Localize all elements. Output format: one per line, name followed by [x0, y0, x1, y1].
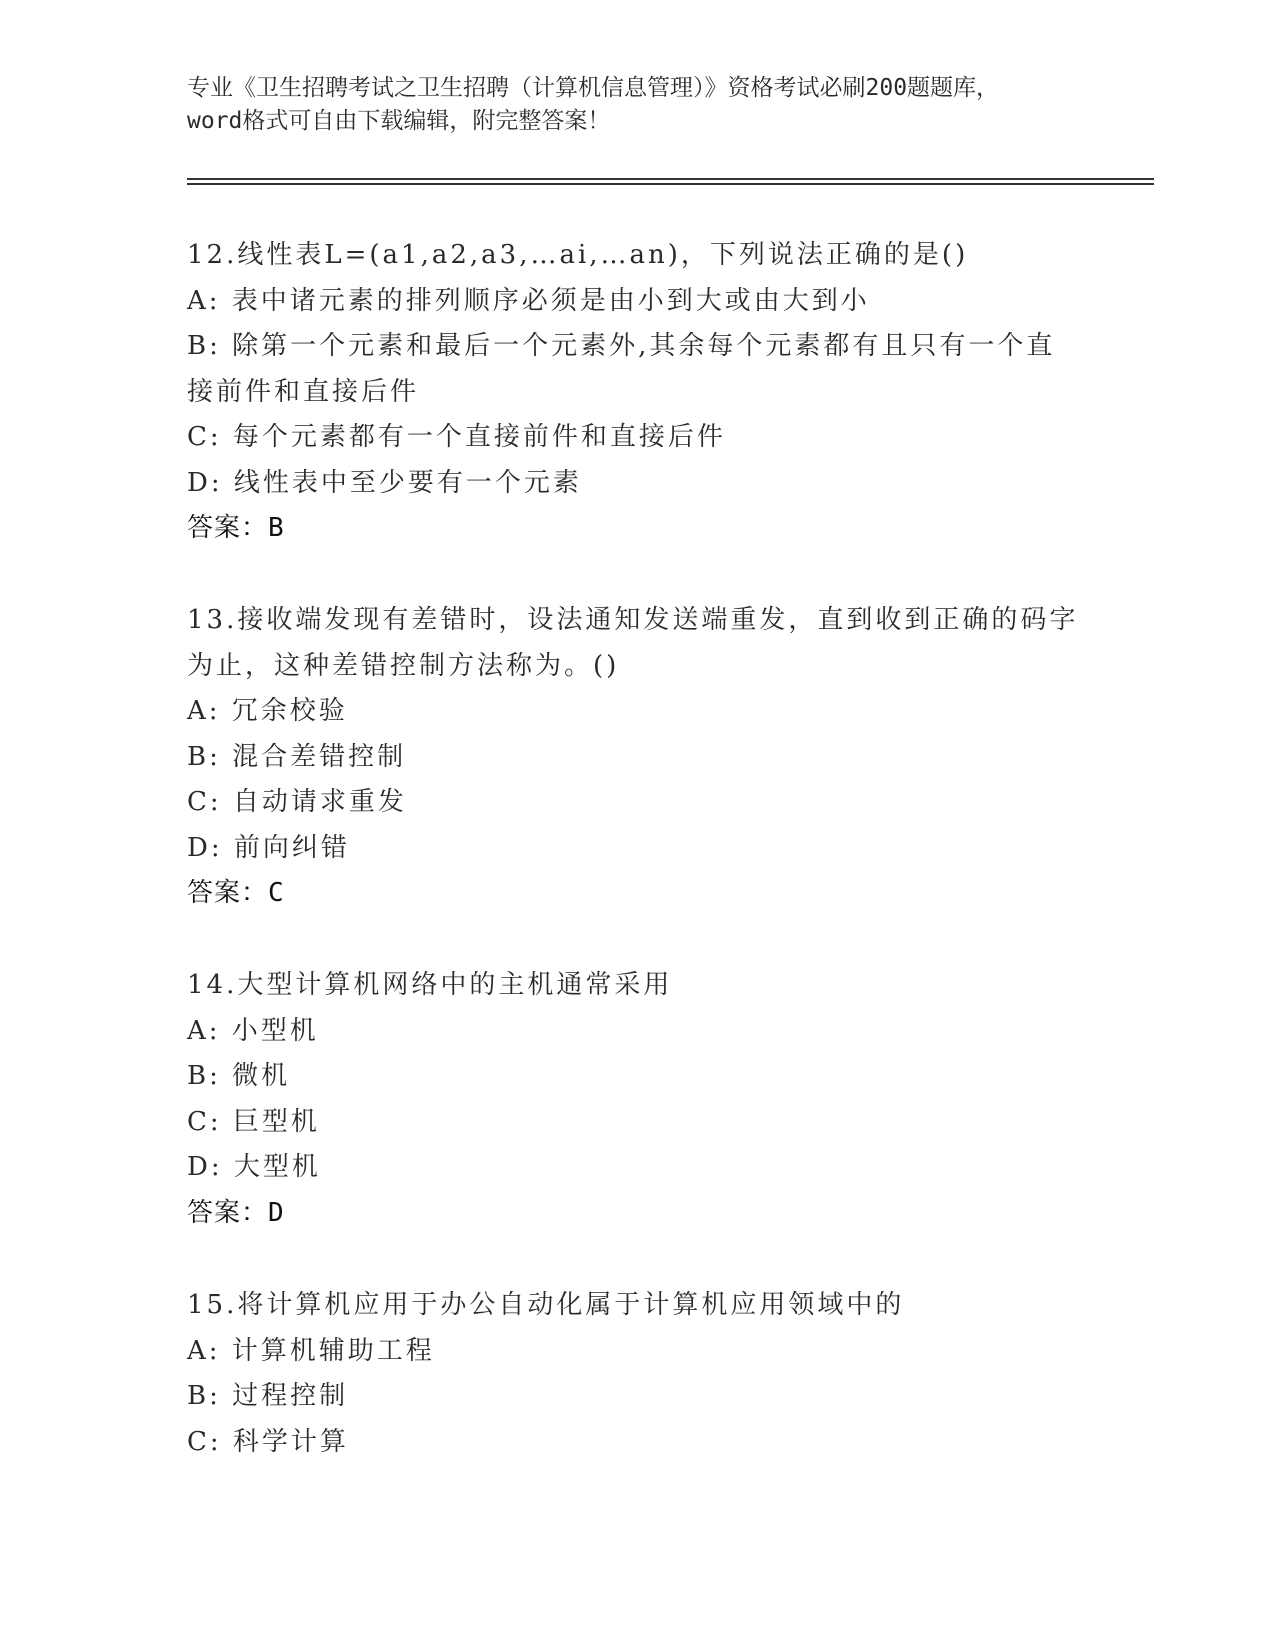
option-b: B: 混合差错控制 — [187, 741, 407, 772]
question-stem: 12.线性表L=(a1,a2,a3,…ai,…an)，下列说法正确的是() — [187, 240, 969, 270]
answer-line: 答案：B — [187, 513, 285, 543]
header-divider-top — [187, 178, 1154, 180]
question-13 — [187, 598, 1087, 917]
option-d: D: 大型机 — [187, 1152, 321, 1182]
option-d: D: 线性表中至少要有一个元素 — [187, 467, 582, 498]
header-title-line-1: 专业《卫生招聘考试之卫生招聘（计算机信息管理）》资格考试必刷200题题库， — [187, 75, 1000, 101]
option-b: B: 过程控制 — [187, 1381, 349, 1411]
question-stem: 14.大型计算机网络中的主机通常采用 — [187, 970, 673, 1000]
option-c: C: 自动请求重发 — [187, 787, 407, 817]
header-title-line-2: word格式可自由下载编辑，附完整答案！ — [187, 108, 611, 134]
option-a: A: 表中诸元素的排列顺序必须是由小到大或由大到小 — [187, 285, 870, 316]
header-divider-bottom — [187, 183, 1154, 185]
option-a: A: 小型机 — [187, 1015, 319, 1046]
answer-line: 答案：C — [187, 878, 285, 908]
question-stem-continued: 为止，这种差错控制方法称为。() — [187, 650, 620, 681]
option-d: D: 前向纠错 — [187, 832, 350, 863]
option-c: C: 科学计算 — [187, 1426, 349, 1457]
question-stem: 15.将计算机应用于办公自动化属于计算机应用领域中的 — [187, 1290, 905, 1320]
question-12 — [187, 233, 1087, 552]
question-15 — [187, 1283, 1087, 1465]
option-c: C: 巨型机 — [187, 1106, 320, 1137]
option-a: A: 冗余校验 — [187, 696, 348, 726]
question-14 — [187, 963, 1087, 1236]
option-a: A: 计算机辅助工程 — [187, 1335, 435, 1366]
question-stem: 13.接收端发现有差错时，设法通知发送端重发，直到收到正确的码字 — [187, 605, 1079, 635]
document-header — [187, 72, 1087, 138]
option-c: C: 每个元素都有一个直接前件和直接后件 — [187, 422, 726, 452]
option-b: B: 除第一个元素和最后一个元素外,其余每个元素都有且只有一个直 — [187, 331, 1056, 361]
option-b: B: 微机 — [187, 1061, 291, 1091]
answer-line: 答案：D — [187, 1197, 285, 1228]
option-b-continued: 接前件和直接后件 — [187, 376, 420, 407]
